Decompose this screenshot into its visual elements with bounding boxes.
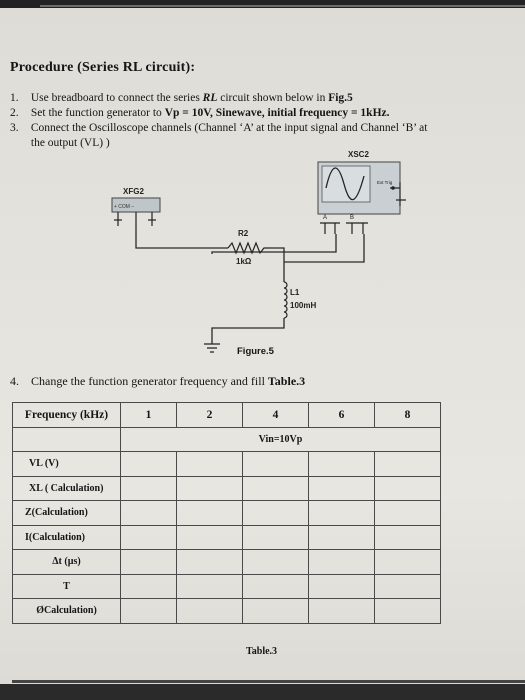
step-1-emphasis: RL	[202, 92, 218, 104]
scope-trig-node	[391, 186, 395, 190]
row-label-phi: ØCalculation)	[13, 599, 121, 624]
freq-cell: 1	[121, 403, 177, 428]
empty-cell[interactable]	[121, 452, 177, 477]
empty-cell[interactable]	[243, 525, 309, 550]
empty-cell[interactable]	[309, 599, 375, 624]
empty-cell[interactable]	[177, 599, 243, 624]
table-row	[13, 574, 441, 599]
inductor-value: 100mH	[290, 301, 317, 310]
empty-cell[interactable]	[177, 525, 243, 550]
empty-cell[interactable]	[309, 525, 375, 550]
step-3-cont-text: the output (VL) )	[30, 137, 110, 149]
empty-cell[interactable]	[375, 452, 441, 477]
row-label-i: I(Calculation)	[13, 525, 121, 550]
table-row	[13, 550, 441, 575]
step-1-text: Use breadboard to connect the series	[30, 92, 200, 104]
table-row	[13, 599, 441, 624]
empty-cell[interactable]	[243, 452, 309, 477]
circuit-wires	[136, 226, 364, 352]
resistor-value: 1kΩ	[236, 257, 252, 266]
empty-cell[interactable]	[309, 476, 375, 501]
step-2-text: Set the function generator to	[30, 107, 162, 119]
empty-cell[interactable]	[243, 574, 309, 599]
step-1-figure-ref: Fig.5	[328, 92, 353, 104]
results-table	[12, 402, 441, 624]
step-1-number: 1.	[10, 92, 19, 104]
step-3-number: 3.	[10, 122, 19, 134]
step-4-table-ref: Table.3	[267, 374, 306, 388]
empty-cell[interactable]	[243, 550, 309, 575]
empty-cell[interactable]	[121, 525, 177, 550]
empty-cell[interactable]	[121, 501, 177, 526]
empty-cell[interactable]	[309, 574, 375, 599]
freq-cell: 6	[309, 403, 375, 428]
empty-cell[interactable]	[243, 476, 309, 501]
circuit-schematic	[0, 140, 525, 380]
step-2-number: 2.	[10, 107, 19, 119]
top-rule	[40, 5, 525, 7]
step-2	[10, 106, 390, 120]
empty-cell[interactable]	[177, 550, 243, 575]
row-label-z: Z(Calculation)	[13, 501, 121, 526]
empty-cell[interactable]	[375, 599, 441, 624]
table-header-row	[13, 403, 441, 428]
empty-cell[interactable]	[177, 574, 243, 599]
step-4-number: 4.	[10, 374, 19, 388]
scope-channel-a: A	[323, 215, 328, 221]
vin-row	[13, 427, 441, 452]
step-3	[10, 121, 427, 135]
step-4	[10, 374, 305, 389]
empty-cell[interactable]	[309, 501, 375, 526]
bottom-rule	[12, 680, 525, 683]
empty-cell[interactable]	[309, 550, 375, 575]
table-row	[13, 476, 441, 501]
step-1	[10, 91, 353, 105]
fgen-label: XFG2	[123, 187, 144, 196]
row-label-vl: VL (V)	[13, 452, 121, 477]
row-label-t: T	[13, 574, 121, 599]
vin-blank-cell	[13, 427, 121, 452]
inductor-coil-icon	[284, 282, 287, 318]
inductor-name: L1	[290, 288, 300, 297]
step-1-text-2: circuit shown below in	[220, 92, 326, 104]
table-row	[13, 501, 441, 526]
freq-cell: 4	[243, 403, 309, 428]
freq-cell: 8	[375, 403, 441, 428]
empty-cell[interactable]	[375, 525, 441, 550]
bottom-shadow	[0, 684, 525, 700]
empty-cell[interactable]	[177, 476, 243, 501]
scope-label: XSC2	[348, 150, 369, 159]
frequency-header: Frequency (kHz)	[13, 403, 121, 428]
empty-cell[interactable]	[121, 550, 177, 575]
fgen-terminal-labels: + COM −	[114, 204, 135, 210]
empty-cell[interactable]	[375, 476, 441, 501]
vin-cell: Vin=10Vp	[121, 427, 441, 452]
empty-cell[interactable]	[121, 574, 177, 599]
row-label-dt: Δt (µs)	[13, 550, 121, 575]
figure-caption: Figure.5	[237, 346, 274, 357]
step-4-text: Change the function generator frequency and fill	[31, 374, 265, 388]
step-3-text: Connect the Oscilloscope channels (Channel ‘A’ at the input signal and Channel ‘B’ at	[30, 122, 428, 134]
empty-cell[interactable]	[375, 501, 441, 526]
fgen-terminals	[114, 212, 156, 226]
step-2-settings: Vp = 10V, Sinewave, initial frequency = 1kHz.	[164, 107, 390, 119]
empty-cell[interactable]	[309, 452, 375, 477]
procedure-heading: Procedure (Series RL circuit):	[10, 60, 196, 75]
empty-cell[interactable]	[177, 452, 243, 477]
table-row	[13, 525, 441, 550]
resistor-name: R2	[238, 229, 249, 238]
empty-cell[interactable]	[177, 501, 243, 526]
table-row	[13, 452, 441, 477]
row-label-xl: XL ( Calculation)	[13, 476, 121, 501]
empty-cell[interactable]	[375, 550, 441, 575]
empty-cell[interactable]	[243, 501, 309, 526]
empty-cell[interactable]	[375, 574, 441, 599]
empty-cell[interactable]	[243, 599, 309, 624]
scope-screen	[322, 166, 370, 202]
scope-channel-b: B	[350, 215, 355, 221]
scope-ext-trig: Ext Trig	[377, 180, 393, 185]
empty-cell[interactable]	[121, 599, 177, 624]
empty-cell[interactable]	[121, 476, 177, 501]
freq-cell: 2	[177, 403, 243, 428]
table-caption: Table.3	[246, 646, 278, 657]
